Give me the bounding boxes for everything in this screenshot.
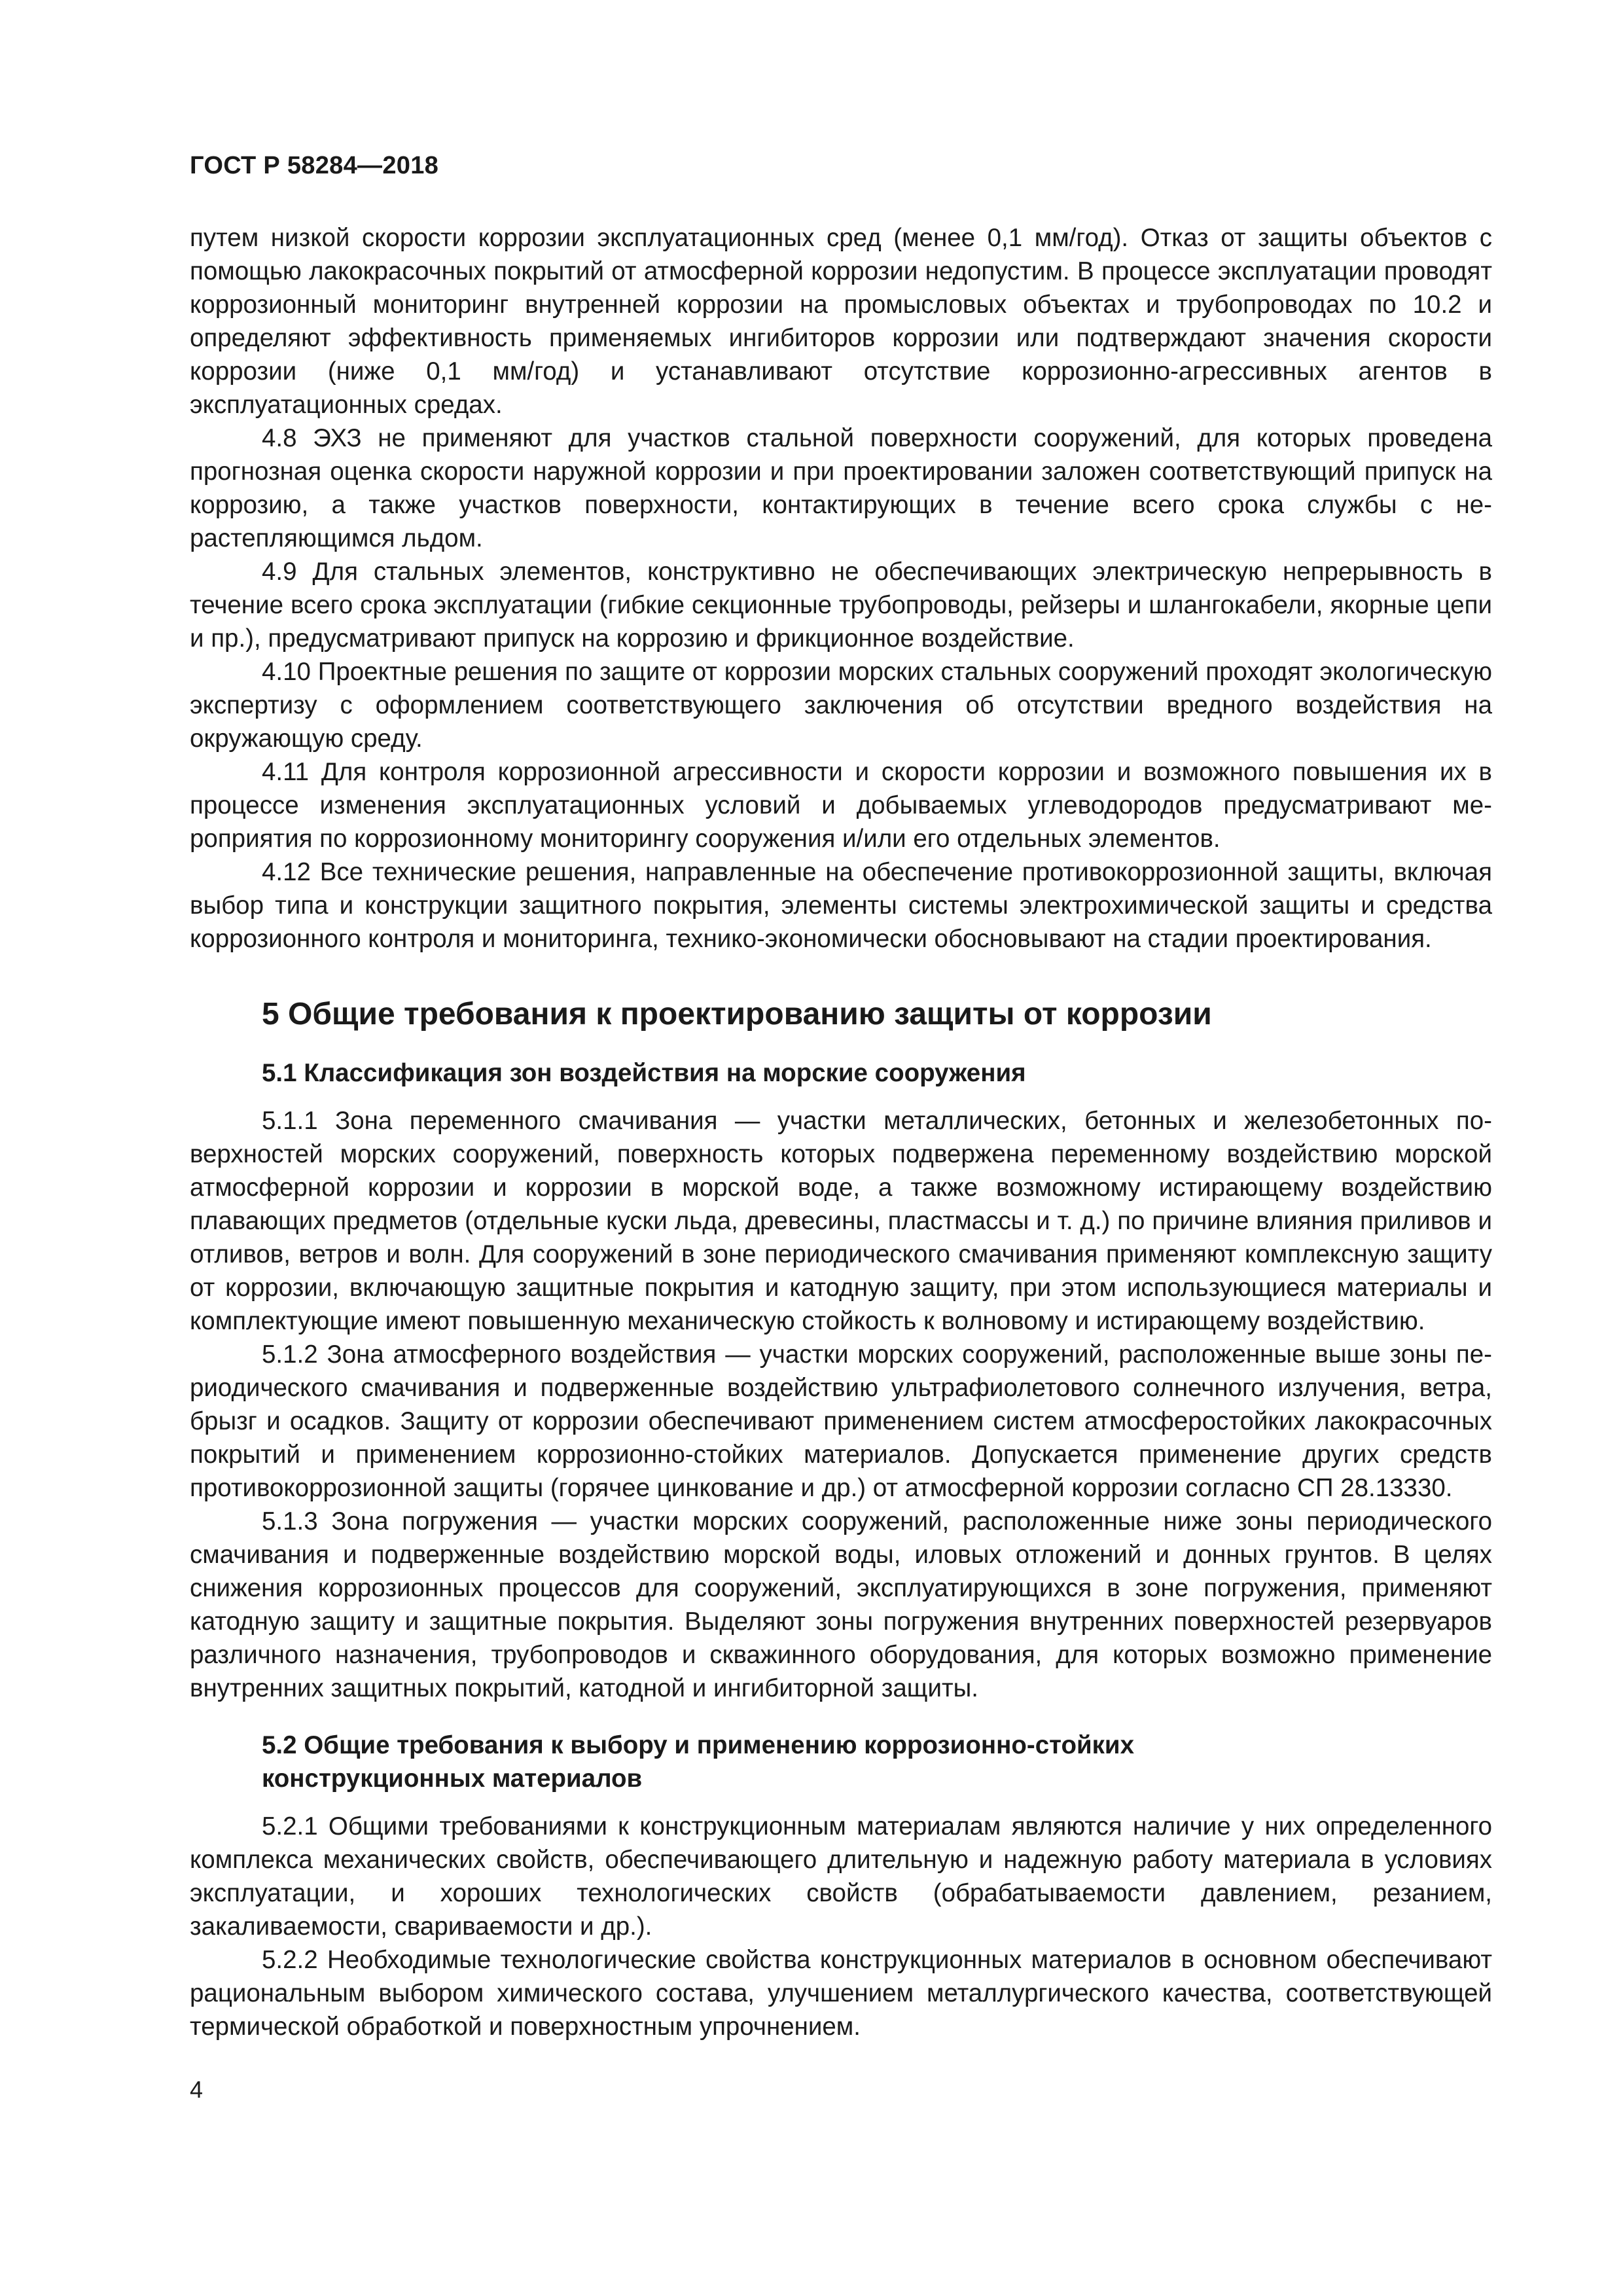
paragraph-5-1-2: 5.1.2 Зона атмосферного воздействия — участки морских сооружений, расположенные выше зоны периодического смачивания и подверженные воздействию ультрафиолетового солнечного излучения, ветра, брызг и осадков. Защиту от коррозии обеспечивают применением систем атмосферостойких лакокрасочных покрытий и применением коррозионно-стойких материалов. Допускается применение других средств противокоррозионной защиты (горячее цинкование и др.) от атмосферной коррозии согласно СП 28.13330.: [190, 1340, 1492, 1502]
section-5-1-heading: 5.1 Классификация зон воздействия на морские сооружения: [262, 1059, 1026, 1087]
document-header: ГОСТ Р 58284—2018: [190, 152, 439, 179]
paragraph-4-10: 4.10 Проектные решения по защите от коррозии морских стальных сооружений проходят экологическую экспертизу с оформлением соответствующего заключения об отсутствии вредного воздействия на окружающую среду.: [190, 658, 1492, 753]
paragraph-4-11: 4.11 Для контроля коррозионной агрессивности и скорости коррозии и возможного повышения их в процессе изменения эксплуатационных условий и добываемых углеводородов предусматривают мероприятия по коррозионному мониторингу сооружения и/или его отдельных элементов.: [190, 758, 1492, 853]
paragraph-5-2-1: 5.2.1 Общими требованиями к конструкционным материалам являются наличие у них определенного комплекса механических свойств, обеспечивающего длительную и надежную работу материала в условиях эксплуатации, и хороших технологических свойств (обрабатываемости давлением, резанием, закаливаемости, свариваемости и др.).: [190, 1812, 1492, 1941]
page-number: 4: [190, 2076, 204, 2103]
paragraph-5-2-2: 5.2.2 Необходимые технологические свойства конструкционных материалов в основном обеспечивают рациональным выбором химического состава, улучшением металлургического качества, соответствующей термической обработкой и поверхностным упрочнением.: [190, 1946, 1492, 2041]
section-5-heading: 5 Общие требования к проектированию защиты от коррозии: [262, 997, 1212, 1031]
paragraph-4-9: 4.9 Для стальных элементов, конструктивно не обеспечивающих электрическую непрерывность в течение всего срока эксплуатации (гибкие секционные трубопроводы, рейзеры и шлангокабели, якорные цепи и пр.), предусматривают припуск на коррозию и фрикционное воздействие.: [190, 558, 1492, 653]
paragraph-4-8: 4.8 ЭХЗ не применяют для участков стальной поверхности сооружений, для которых проведена прогнозная оценка скорости наружной коррозии и при проектировании заложен соответствующий припуск на коррозию, а также участков поверхности, контактирующих в течение всего срока службы с нерастепляющимся льдом.: [190, 424, 1492, 552]
section-5-2-heading: [190, 1729, 1492, 1795]
section-5-2-heading-line-2: конструкционных материалов: [262, 1765, 643, 1793]
section-5-2-heading-line-1: 5.2 Общие требования к выбору и применению коррозионно-стойких: [262, 1731, 1135, 1759]
paragraph-4-7-continuation: путем низкой скорости коррозии эксплуатационных сред (менее 0,1 мм/год). Отказ от защиты объектов с помощью лакокрасочных покрытий от атмосферной коррозии недопустим. В процессе эксплуатации проводят коррозионный мониторинг внутренней коррозии на промысловых объектах и трубопроводах по 10.2 и определяют эффективность применяемых ингибиторов коррозии или подтверждают значения скорости коррозии (ниже 0,1 мм/год) и устанавливают отсутствие коррозионно-агрессивных агентов в эксплуатационных средах.: [190, 224, 1492, 419]
paragraph-5-1-3: 5.1.3 Зона погружения — участки морских сооружений, расположенные ниже зоны периодического смачивания и подверженные воздействию морской воды, иловых отложений и донных грунтов. В целях снижения коррозионных процессов для сооружений, эксплуатирующихся в зоне погружения, применяют катодную защиту и защитные покрытия. Выделяют зоны погружения внутренних поверхностей резервуаров различного назначения, трубопроводов и скважинного оборудования, для которых возможно применение внутренних защитных покрытий, катодной и ингибиторной защиты.: [190, 1507, 1492, 1702]
paragraph-5-1-1: 5.1.1 Зона переменного смачивания — участки металлических, бетонных и железобетонных поверхностей морских сооружений, поверхность которых подвержена переменному воздействию морской атмосферной коррозии и коррозии в морской воде, а также возможному истирающему воздействию плавающих предметов (отдельные куски льда, древесины, пластмассы и т. д.) по причине влияния приливов и отливов, ветров и волн. Для сооружений в зоне периодического смачивания применяют комплексную защиту от коррозии, включающую защитные покрытия и катодную защиту, при этом использующиеся материалы и комплектующие имеют повышенную механическую стойкость к волновому и истирающему воздействию.: [190, 1107, 1492, 1335]
paragraph-4-12: 4.12 Все технические решения, направленные на обеспечение противокоррозионной защиты, включая выбор типа и конструкции защитного покрытия, элементы системы электрохимической защиты и средства коррозионного контроля и мониторинга, технико-экономически обосновывают на стадии проектирования.: [190, 858, 1492, 953]
page-content: [190, 221, 1492, 2043]
